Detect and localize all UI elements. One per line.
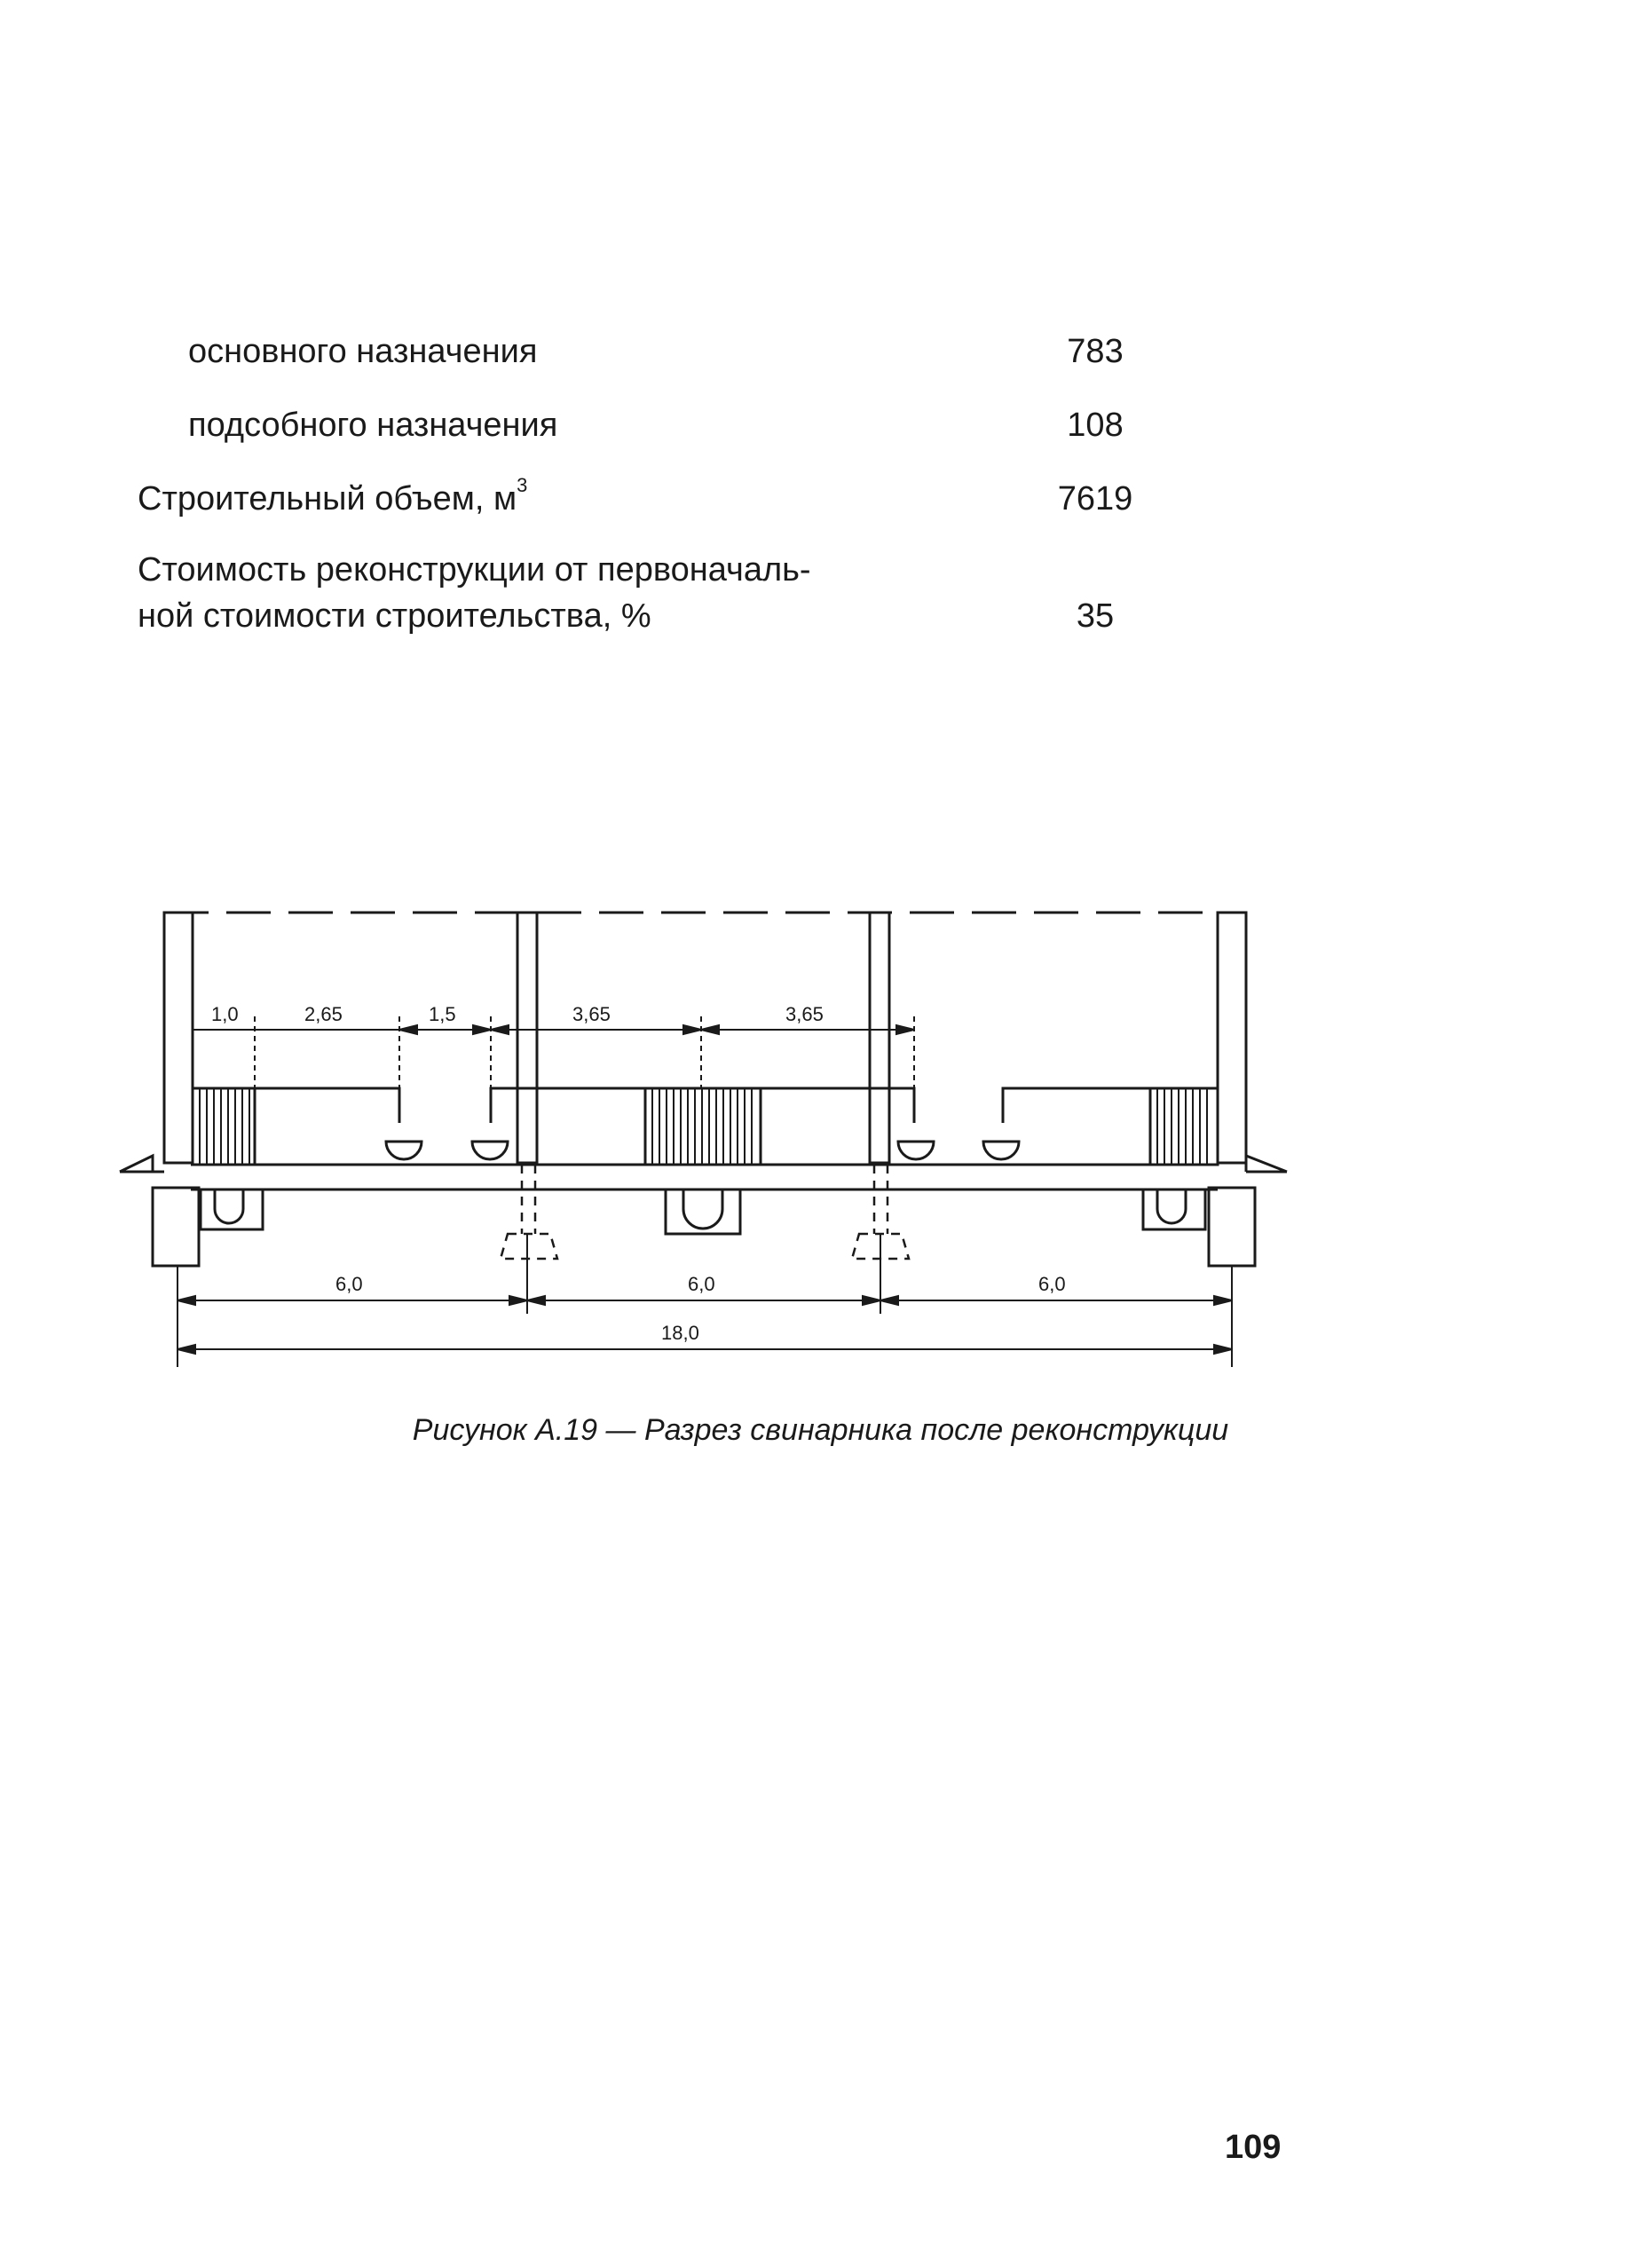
column-3 xyxy=(870,913,889,1163)
dim-bottom-1: 6,0 xyxy=(335,1273,363,1295)
ground-mark-left xyxy=(120,1156,153,1172)
row-label-main-purpose: основного назначения xyxy=(188,333,538,370)
dim-top-5: 3,65 xyxy=(785,1003,824,1025)
column-2 xyxy=(517,913,537,1163)
page-number: 109 xyxy=(1225,2129,1282,2166)
foundation-left xyxy=(153,1188,199,1266)
drinker-1 xyxy=(386,1142,422,1159)
row-value-main-purpose: 783 xyxy=(1067,333,1124,370)
feeder-left xyxy=(193,1088,255,1165)
feeder-hatching xyxy=(200,1088,1207,1165)
top-dimension-line xyxy=(193,1016,914,1088)
former-foundations xyxy=(501,1165,909,1259)
dim-top-4: 3,65 xyxy=(572,1003,611,1025)
bottom-dimension-lines xyxy=(178,1234,1232,1367)
dim-total: 18,0 xyxy=(661,1322,699,1344)
dim-bottom-2: 6,0 xyxy=(688,1273,715,1295)
row-value-reconstruction-cost: 35 xyxy=(1076,597,1115,635)
pen-left xyxy=(193,1088,399,1123)
drinker-2 xyxy=(472,1142,508,1159)
foundation-right xyxy=(1209,1188,1255,1266)
row-value-building-volume: 7619 xyxy=(1057,480,1133,518)
column-4 xyxy=(1218,913,1246,1163)
row-label-auxiliary-purpose: подсобного назначения xyxy=(188,407,558,444)
dim-top-1: 1,0 xyxy=(211,1003,239,1025)
building-volume-text: Строительный объем, м xyxy=(138,480,517,518)
unit-superscript: 3 xyxy=(517,474,528,497)
row-label-reconstruction-cost-line2: ной стоимости строительства, % xyxy=(138,597,651,635)
dim-top-3: 1,5 xyxy=(429,1003,456,1025)
figure-caption: Рисунок А.19 — Разрез свинарника после реконструкции xyxy=(412,1413,1229,1447)
dim-top-2: 2,65 xyxy=(304,1003,343,1025)
row-value-auxiliary-purpose: 108 xyxy=(1067,407,1124,444)
row-label-reconstruction-cost-line1: Стоимость реконструкции от первоначаль- xyxy=(138,551,811,589)
dim-bottom-3: 6,0 xyxy=(1038,1273,1066,1295)
ground-mark-right xyxy=(1246,1156,1287,1172)
drinker-4 xyxy=(983,1142,1019,1159)
drinker-3 xyxy=(898,1142,934,1159)
column-1 xyxy=(164,913,193,1163)
